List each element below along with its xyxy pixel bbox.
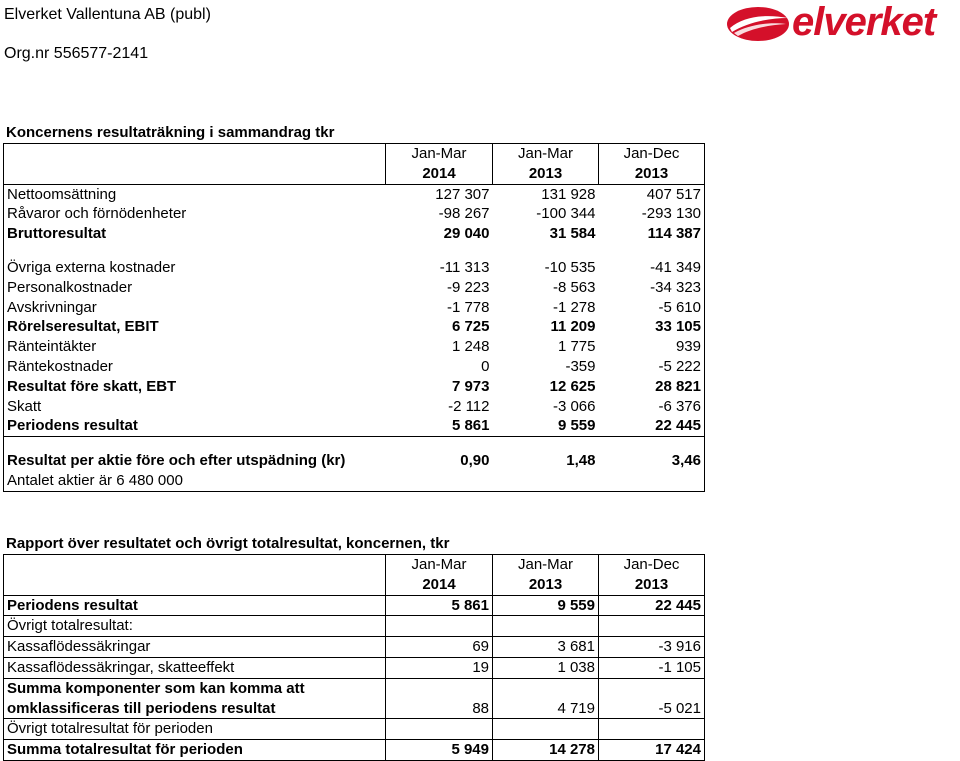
column-header-period-row [4, 555, 705, 575]
row-value [493, 719, 599, 740]
table-row [4, 258, 705, 278]
row-value: 5 861 [386, 595, 493, 616]
spacer-row [4, 244, 705, 258]
column-header-year: 2013 [599, 575, 705, 595]
row-label: Resultat före skatt, EBT [7, 377, 177, 395]
table-row [4, 184, 705, 204]
comprehensive-income-title: Rapport över resultatet och övrigt totalresultat, koncernen, tkr [6, 535, 450, 552]
row-label: Råvaror och förnödenheter [7, 205, 187, 223]
row-value: 7 973 [451, 377, 490, 395]
row-value: 127 307 [435, 185, 490, 203]
row-value: 1 038 [493, 657, 599, 678]
row-label: Bruttoresultat [7, 225, 107, 243]
shares-note: Antalet aktier är 6 480 000 [7, 471, 183, 489]
table-row-subtotal [4, 317, 705, 337]
column-header-year: 2014 [386, 164, 493, 184]
table-row [4, 357, 705, 377]
column-header-year-row [4, 164, 705, 184]
column-header-year: 2014 [386, 575, 493, 595]
row-value: -3 066 [552, 397, 596, 415]
comprehensive-income-table [3, 554, 705, 761]
row-value [386, 616, 493, 637]
row-value: 14 278 [493, 740, 599, 761]
column-header-period-row [4, 144, 705, 164]
column-header-year: 2013 [493, 575, 599, 595]
row-value: -41 349 [650, 258, 701, 276]
table-row [4, 719, 705, 740]
row-value [493, 616, 599, 637]
row-value: 22 445 [655, 417, 701, 435]
row-value: 22 445 [599, 595, 705, 616]
row-label: Periodens resultat [7, 417, 138, 435]
row-value [599, 616, 705, 637]
table-row-note [4, 471, 705, 491]
row-value: -2 112 [448, 397, 490, 415]
row-value: 9 559 [557, 417, 596, 435]
table-row-total [4, 740, 705, 761]
row-value: 5 949 [386, 740, 493, 761]
row-value: 114 387 [647, 225, 701, 243]
table-row [4, 616, 705, 637]
row-value: 19 [386, 657, 493, 678]
row-value: -6 376 [658, 397, 701, 415]
row-value: 3 681 [493, 637, 599, 658]
row-label: Skatt [7, 397, 42, 415]
elverket-logo-icon [726, 6, 792, 42]
row-value: 9 559 [493, 595, 599, 616]
row-label: Kassaflödessäkringar, skatteeffekt [4, 657, 386, 678]
table-row [4, 637, 705, 658]
row-label: Övrigt totalresultat: [4, 616, 386, 637]
column-header-period: Jan-Mar [493, 144, 599, 164]
row-label: Övrigt totalresultat för perioden [4, 719, 386, 740]
row-value: -1 105 [599, 657, 705, 678]
row-label: Övriga externa kostnader [7, 258, 176, 276]
row-value [386, 719, 493, 740]
row-value: -3 916 [599, 637, 705, 658]
row-value: 1 775 [557, 338, 596, 356]
row-value: -10 535 [544, 258, 596, 276]
row-value: -11 313 [439, 258, 490, 276]
elverket-logo [726, 0, 956, 44]
row-value: -5 610 [658, 298, 701, 316]
row-value: -293 130 [641, 205, 701, 223]
row-label: Avskrivningar [7, 298, 97, 316]
table-row [4, 278, 705, 298]
row-value: -8 563 [552, 278, 596, 296]
row-label: Räntekostnader [7, 357, 113, 375]
row-value: 29 040 [443, 225, 490, 243]
row-label: Resultat per aktie före och efter utspädning (kr) [7, 452, 346, 470]
row-value: -9 223 [446, 278, 490, 296]
row-value: -359 [565, 357, 596, 375]
column-header-period: Jan-Dec [599, 144, 705, 164]
row-value: 31 584 [549, 225, 596, 243]
org-number: Org.nr 556577-2141 [4, 45, 149, 62]
column-header-period: Jan-Mar [386, 555, 493, 575]
row-value: 939 [675, 338, 701, 356]
row-value: 33 105 [655, 318, 701, 336]
row-label: Rörelseresultat, EBIT [7, 318, 159, 336]
income-statement-title: Koncernens resultaträkning i sammandrag tkr [6, 124, 335, 141]
row-value: 17 424 [599, 740, 705, 761]
column-header-period: Jan-Mar [386, 144, 493, 164]
table-row-subtotal [4, 699, 705, 719]
row-value: 4 719 [493, 699, 599, 719]
row-value: -1 278 [552, 298, 596, 316]
row-value: 69 [386, 637, 493, 658]
row-value: 0 [481, 357, 490, 375]
column-header-year: 2013 [599, 164, 705, 184]
row-label: Periodens resultat [4, 595, 386, 616]
row-value: -1 778 [446, 298, 490, 316]
table-row [4, 298, 705, 318]
table-row [4, 397, 705, 417]
column-header-year-row [4, 575, 705, 595]
row-label: Summa totalresultat för perioden [7, 741, 243, 759]
row-label: Ränteintäkter [7, 338, 97, 356]
row-value: 1 248 [451, 338, 490, 356]
table-row-subtotal [4, 377, 705, 397]
income-statement-table [3, 143, 705, 492]
row-value: -5 222 [658, 357, 701, 375]
row-label: Kassaflödessäkringar [4, 637, 386, 658]
row-value [599, 678, 705, 698]
row-value [599, 719, 705, 740]
row-value: 88 [386, 699, 493, 719]
elverket-logo-text: elverket [792, 0, 936, 44]
table-row-total [4, 416, 705, 436]
row-value: 1,48 [566, 452, 596, 470]
row-value: -98 267 [438, 205, 490, 223]
row-value: 3,46 [671, 452, 701, 470]
table-row [4, 204, 705, 224]
column-header-period: Jan-Mar [493, 555, 599, 575]
row-value: -5 021 [599, 699, 705, 719]
row-value: -34 323 [650, 278, 701, 296]
column-header-period: Jan-Dec [599, 555, 705, 575]
row-value: 6 725 [451, 318, 490, 336]
table-row [4, 337, 705, 357]
table-row-subtotal [4, 224, 705, 244]
table-row-eps [4, 451, 705, 471]
row-value: 5 861 [451, 417, 490, 435]
table-row [4, 657, 705, 678]
spacer-row [4, 437, 705, 452]
row-value: 28 821 [655, 377, 701, 395]
table-row [4, 678, 705, 698]
row-label: omklassificeras till periodens resultat [4, 699, 386, 719]
company-name: Elverket Vallentuna AB (publ) [4, 6, 211, 23]
row-label: Summa komponenter som kan komma att [7, 679, 305, 697]
table-row [4, 595, 705, 616]
row-value: 407 517 [646, 185, 701, 203]
row-value: 11 209 [550, 318, 596, 336]
row-value [493, 678, 599, 698]
row-label: Personalkostnader [7, 278, 133, 296]
row-label: Nettoomsättning [7, 185, 117, 203]
row-value: 0,90 [460, 452, 490, 470]
column-header-year: 2013 [493, 164, 599, 184]
row-value: 131 928 [541, 185, 596, 203]
row-value: 12 625 [549, 377, 596, 395]
row-value: -100 344 [536, 205, 596, 223]
row-value [386, 678, 493, 698]
